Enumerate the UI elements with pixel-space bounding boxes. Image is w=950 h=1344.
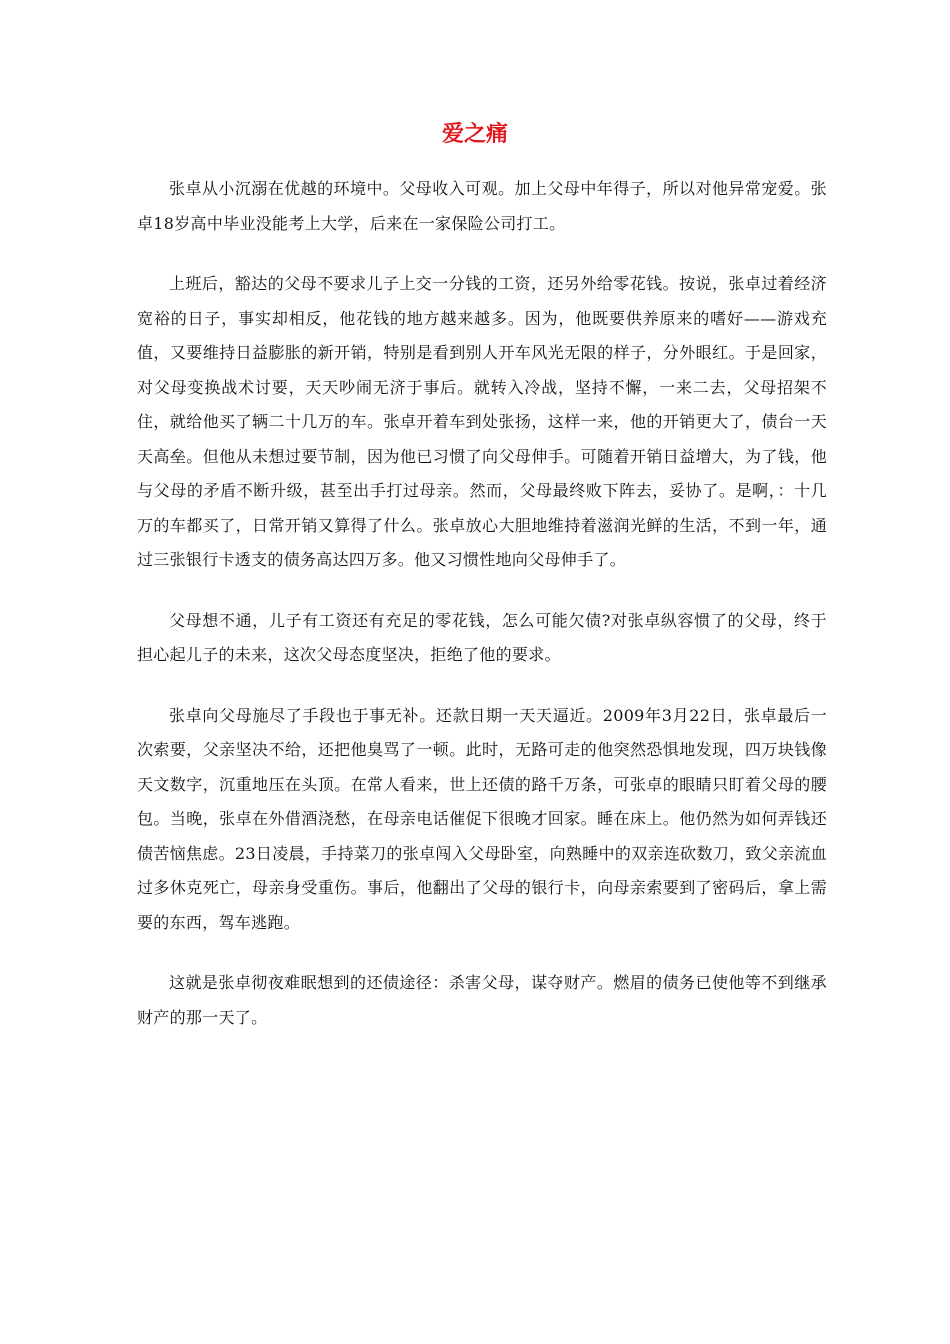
paragraph-3: 父母想不通，儿子有工资还有充足的零花钱，怎么可能欠债?对张卓纵容惯了的父母，终于担心起儿子的未来，这次父母态度坚决，拒绝了他的要求。	[137, 610, 827, 664]
paragraph-5: 这就是张卓彻夜难眠想到的还债途径：杀害父母，谋夺财产。燃眉的债务已使他等不到继承财产的那一天了。	[137, 973, 827, 1027]
document-body	[137, 172, 827, 1061]
paragraph-4: 张卓向父母施尽了手段也于事无补。还款日期一天天逼近。2009年3月22日，张卓最后一次索要，父亲坚决不给，还把他臭骂了一顿。此时，无路可走的他突然恐惧地发现，四万块钱像天文数字，沉重地压在头顶。在常人看来，世上还债的路千万条，可张卓的眼睛只盯着父母的腰包。当晚，张卓在外借酒浇愁，在母亲电话催促下很晚才回家。睡在床上。他仍然为如何弄钱还债苦恼焦虑。23日凌晨，手持菜刀的张卓闯入父母卧室，向熟睡中的双亲连砍数刀，致父亲流血过多休克死亡，母亲身受重伤。事后，他翻出了父母的银行卡，向母亲索要到了密码后，拿上需要的东西，驾车逃跑。	[137, 705, 827, 932]
paragraph-2: 上班后，豁达的父母不要求儿子上交一分钱的工资，还另外给零花钱。按说，张卓过着经济宽裕的日子，事实却相反，他花钱的地方越来越多。因为，他既要供养原来的嗜好——游戏充值，又要维持日益膨胀的新开销，特别是看到别人开车风光无限的样子，分外眼红。于是回家，对父母变换战术讨要，天天吵闹无济于事后。就转入冷战，坚持不懈，一来二去，父母招架不住，就给他买了辆二十几万的车。张卓开着车到处张扬，这样一来，他的开销更大了，债台一天天高垒。但他从未想过要节制，因为他已习惯了向父母伸手。可随着开销日益增大，为了钱，他与父母的矛盾不断升级，甚至出手打过母亲。然而，父母最终败下阵去，妥协了。是啊，：十几万的车都买了，日常开销又算得了什么。张卓放心大胆地维持着滋润光鲜的生活，不到一年，通过三张银行卡透支的债务高达四万多。他又习惯性地向父母伸手了。	[137, 274, 827, 569]
paragraph-1: 张卓从小沉溺在优越的环境中。父母收入可观。加上父母中年得子，所以对他异常宠爱。张卓18岁高中毕业没能考上大学，后来在一家保险公司打工。	[137, 179, 827, 233]
document-title: 爱之痛	[441, 122, 508, 147]
